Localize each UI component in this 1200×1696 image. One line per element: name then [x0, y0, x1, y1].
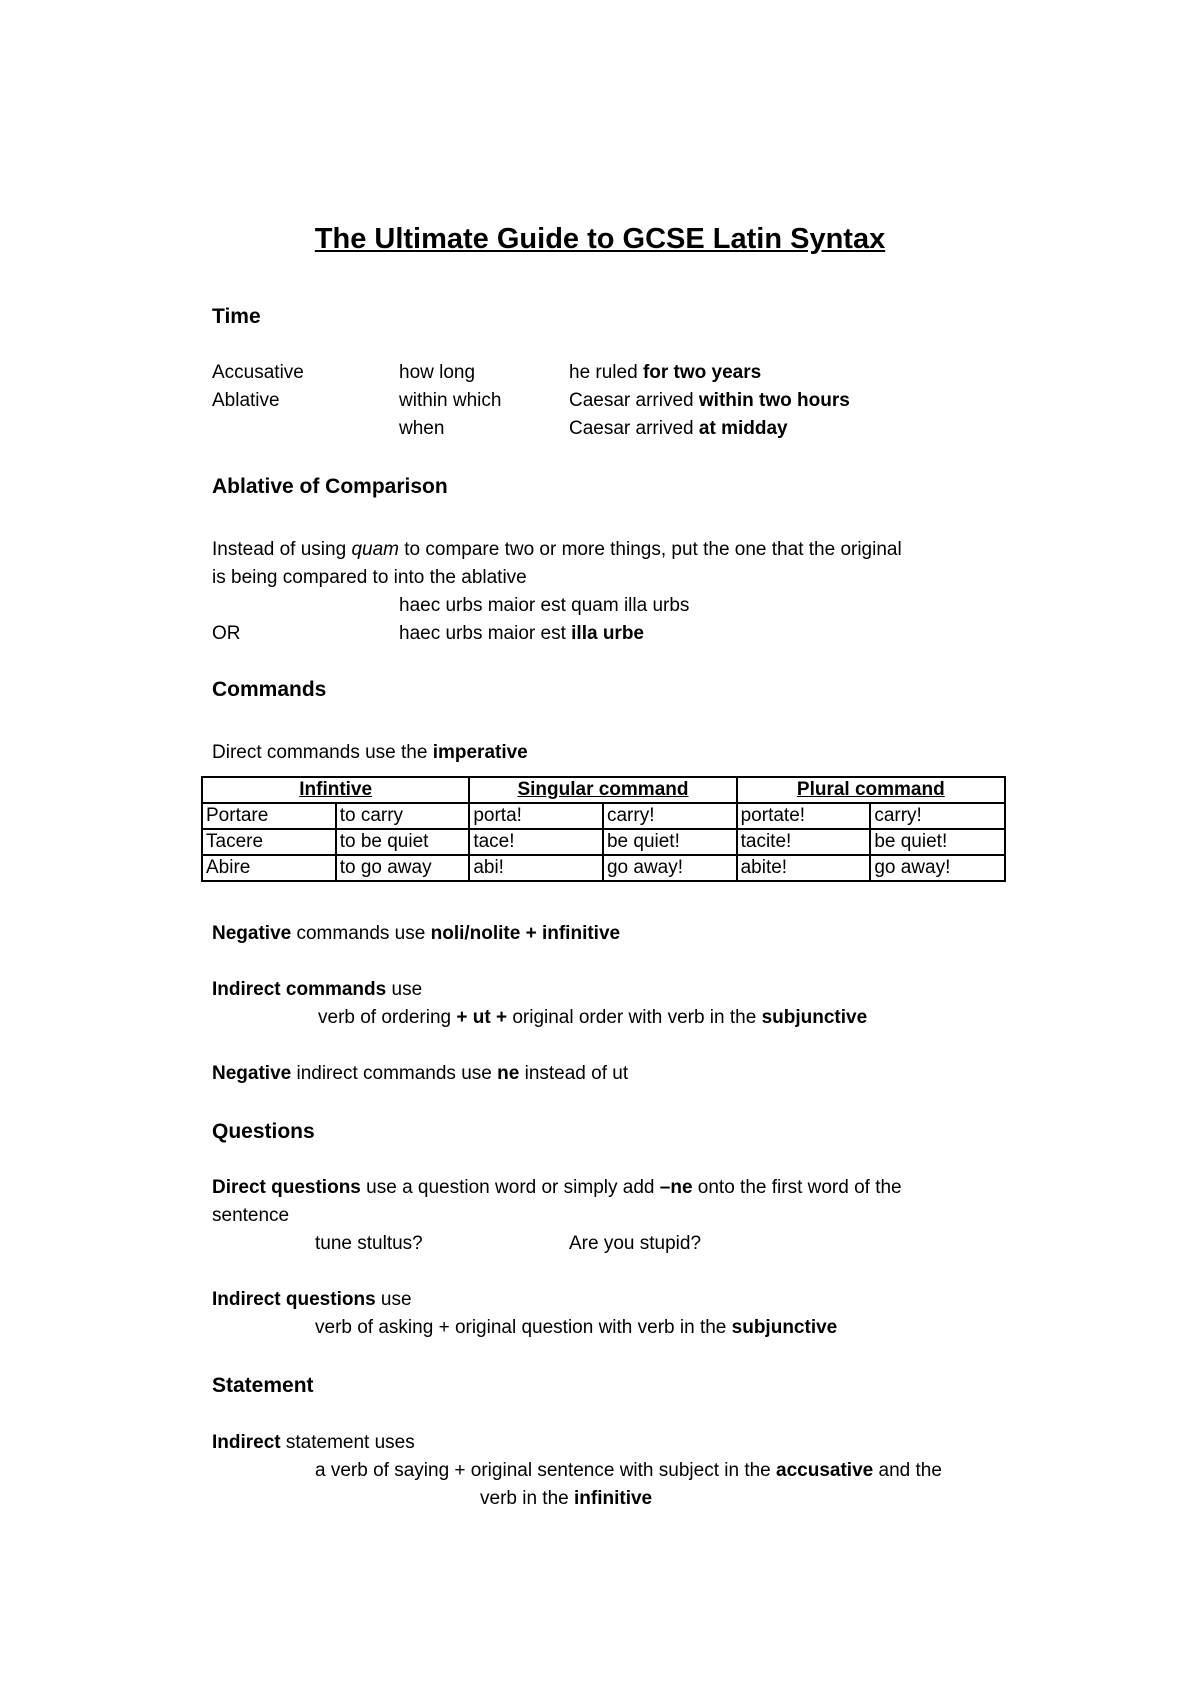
time-use-how-long: how long: [399, 362, 476, 383]
table-cell: carry!: [870, 803, 1005, 829]
table-cell: to be quiet: [336, 829, 470, 855]
bold-text: noli/nolite + infinitive: [430, 923, 621, 944]
direct-commands-text: [212, 742, 528, 764]
example-text: Caesar arrived: [569, 390, 699, 411]
table-cell: tace!: [469, 829, 603, 855]
text: use a question word or simply add: [360, 1177, 660, 1198]
comparison-paragraph-line-2: is being compared to into the ablative: [212, 567, 527, 588]
bold-text: Indirect: [212, 1432, 281, 1453]
text: a verb of saying + original sentence with subject in the: [315, 1460, 777, 1481]
direct-questions-line-2: sentence: [212, 1205, 290, 1226]
comparison-example-2: [399, 623, 644, 645]
indirect-commands-rule: [318, 1007, 867, 1029]
negative-indirect-commands-text: [212, 1063, 628, 1085]
imperative-bold: imperative: [432, 742, 528, 763]
text: verb in the: [480, 1488, 574, 1509]
bold-text: subjunctive: [731, 1317, 838, 1338]
text: use: [386, 979, 423, 1000]
time-use-when: when: [399, 418, 445, 439]
time-case-ablative: Ablative: [212, 390, 280, 411]
time-example-2: [569, 390, 850, 412]
direct-questions-line-1: [212, 1177, 902, 1199]
time-use-within-which: within which: [399, 390, 502, 411]
heading-comparison: Ablative of Comparison: [212, 475, 448, 498]
table-cell: porta!: [469, 803, 603, 829]
text: onto the first word of the: [692, 1177, 902, 1198]
bold-text: subjunctive: [761, 1007, 868, 1028]
text: Instead of using: [212, 539, 352, 560]
example-emphasis: illa urbe: [571, 623, 644, 644]
table-cell: be quiet!: [603, 829, 737, 855]
comparison-or: OR: [212, 623, 241, 644]
table-cell: Abire: [202, 855, 336, 881]
header-infinitive: Infintive: [202, 777, 469, 803]
table-cell: be quiet!: [870, 829, 1005, 855]
table-header-row: [202, 777, 1005, 803]
text: verb of asking + original question with verb in the: [315, 1317, 732, 1338]
bold-text: Indirect questions: [212, 1289, 376, 1310]
quam-italic: quam: [351, 539, 399, 560]
table-row: [202, 855, 1005, 881]
text: verb of ordering: [318, 1007, 457, 1028]
example-emphasis: at midday: [698, 418, 788, 439]
imperative-table: [201, 776, 1006, 882]
table-cell: Portare: [202, 803, 336, 829]
bold-text: Negative: [212, 923, 292, 944]
example-text: Caesar arrived: [569, 418, 699, 439]
question-example-english: Are you stupid?: [569, 1233, 702, 1254]
table-cell: Tacere: [202, 829, 336, 855]
bold-text: Indirect commands: [212, 979, 387, 1000]
bold-text: Direct questions: [212, 1177, 361, 1198]
table-cell: tacite!: [737, 829, 871, 855]
heading-commands: Commands: [212, 678, 327, 701]
table-cell: abite!: [737, 855, 871, 881]
text: use: [375, 1289, 412, 1310]
heading-time: Time: [212, 305, 261, 328]
time-case-accusative: Accusative: [212, 362, 304, 383]
table-cell: go away!: [870, 855, 1005, 881]
text: to compare two or more things, put the one that the original: [398, 539, 902, 560]
time-example-1: [569, 362, 761, 384]
text: haec urbs maior est: [399, 623, 572, 644]
negative-commands-text: [212, 923, 620, 945]
text: and the: [873, 1460, 942, 1481]
indirect-statement-text: [212, 1432, 415, 1454]
text: indirect commands use: [291, 1063, 498, 1084]
table-cell: to go away: [336, 855, 470, 881]
bold-text: –ne: [659, 1177, 693, 1198]
heading-statement: Statement: [212, 1374, 314, 1397]
bold-text: accusative: [776, 1460, 874, 1481]
text: Direct commands use the: [212, 742, 433, 763]
table-cell: abi!: [469, 855, 603, 881]
indirect-statement-rule-line-2: [480, 1488, 652, 1510]
text: statement uses: [280, 1432, 415, 1453]
bold-text: Negative: [212, 1063, 292, 1084]
indirect-statement-rule-line-1: [315, 1460, 942, 1482]
indirect-questions-text: [212, 1289, 412, 1311]
text: instead of ut: [519, 1063, 629, 1084]
header-singular: Singular command: [469, 777, 736, 803]
table-cell: go away!: [603, 855, 737, 881]
table-cell: portate!: [737, 803, 871, 829]
time-example-3: [569, 418, 788, 440]
comparison-paragraph-line-1: [212, 539, 902, 561]
bold-text: + ut +: [456, 1007, 508, 1028]
text: commands use: [291, 923, 431, 944]
header-plural: Plural command: [737, 777, 1005, 803]
table-row: [202, 803, 1005, 829]
heading-questions: Questions: [212, 1120, 315, 1143]
example-text: he ruled: [569, 362, 643, 383]
comparison-example-1: haec urbs maior est quam illa urbs: [399, 595, 690, 616]
question-example-latin: tune stultus?: [315, 1233, 423, 1254]
indirect-questions-rule: [315, 1317, 837, 1339]
table-cell: to carry: [336, 803, 470, 829]
table-row: [202, 829, 1005, 855]
table-cell: carry!: [603, 803, 737, 829]
example-emphasis: within two hours: [698, 390, 850, 411]
bold-text: ne: [497, 1063, 520, 1084]
text: original order with verb in the: [507, 1007, 762, 1028]
bold-text: infinitive: [574, 1488, 653, 1509]
indirect-commands-text: [212, 979, 422, 1001]
page-title: The Ultimate Guide to GCSE Latin Syntax: [314, 223, 886, 255]
example-emphasis: for two years: [642, 362, 762, 383]
